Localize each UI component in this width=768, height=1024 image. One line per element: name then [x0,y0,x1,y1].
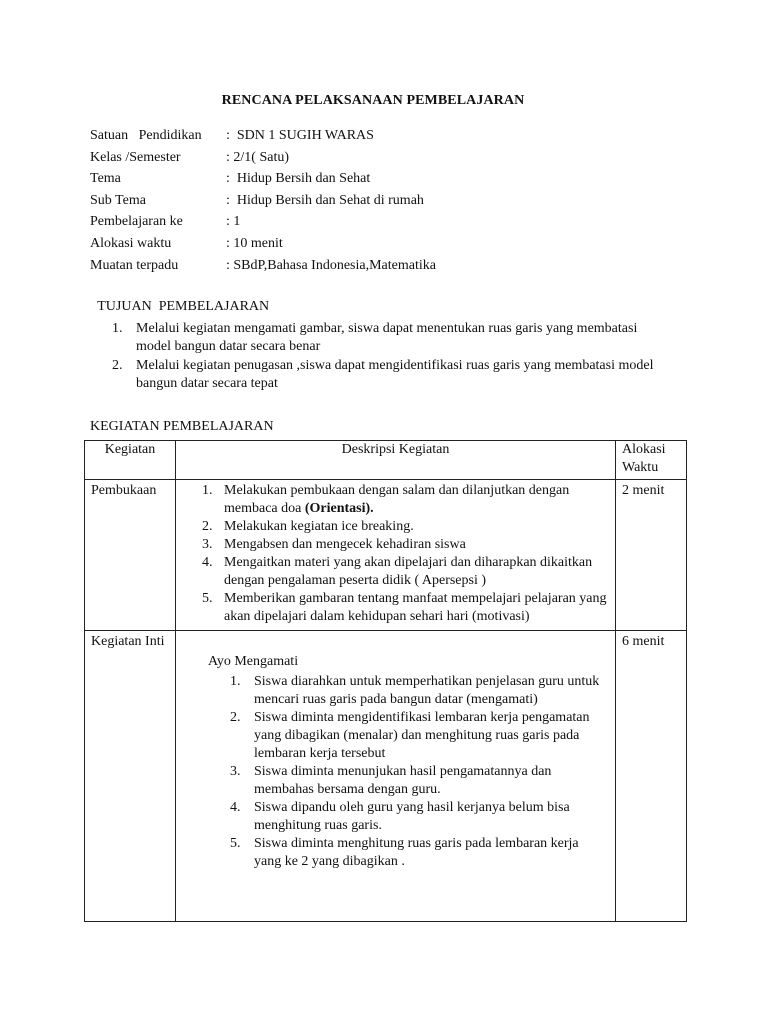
list-text: Siswa diminta menghitung ruas garis pada lembaran kerja yang ke 2 yang dibagikan . [254,836,579,869]
list-text-bold: (Orientasi). [304,501,374,516]
list-text: Melakukan kegiatan ice breaking. [224,519,414,534]
list-text: Siswa dipandu oleh guru yang hasil kerjanya belum bisa menghitung ruas garis. [254,800,570,833]
meta-label: Satuan Pendidikan [90,128,202,143]
kegiatan-heading: KEGIATAN PEMBELAJARAN [90,419,274,434]
list-item [230,673,601,709]
meta-value: : 10 menit [226,235,283,251]
row-description [176,480,616,631]
kegiatan-table [84,440,687,922]
list-number: 1. [202,483,213,498]
meta-row [90,147,690,169]
meta-value: : SDN 1 SUGIH WARAS [226,128,374,143]
row-label: Kegiatan Inti [85,631,176,922]
pembukaan-list [176,480,615,630]
row-description [176,631,616,922]
list-item [202,482,607,518]
list-text: Siswa diminta mengidentifikasi lembaran kerja pengamatan yang dibagikan (menalar) dan menghitung ruas garis pada lembaran kerja tersebut [254,710,590,761]
meta-value: : Hidup Bersih dan Sehat [226,171,371,187]
meta-label: Alokasi waktu [90,235,172,251]
document-title: RENCANA PELAKSANAAN PEMBELAJARAN [221,93,525,108]
meta-row [90,168,690,190]
list-text: Siswa diminta menunjukan hasil pengamatannya dan membahas bersama dengan guru. [254,764,552,797]
list-text: Mengabsen dan mengecek kehadiran siswa [224,537,466,552]
list-text-plain: Melakukan pembukaan dengan salam dan dilanjutkan dengan membaca doa [224,483,570,516]
table-row [85,480,687,631]
meta-row [90,211,690,233]
meta-value: : SBdP,Bahasa Indonesia,Matematika [226,257,436,273]
row-time: 6 menit [616,631,687,922]
list-number: 3. [202,537,213,552]
list-item [112,320,672,356]
list-item [230,763,601,799]
list-text: Melalui kegiatan penugasan ,siswa dapat mengidentifikasi ruas garis yang membatasi model bangun datar secara tepat [136,358,654,391]
header-deskripsi: Deskripsi Kegiatan [176,441,616,480]
list-number: 1. [112,321,123,336]
list-item [230,835,601,871]
row-time: 2 menit [616,480,687,631]
meta-row [90,125,690,147]
table-header-row [85,441,687,480]
inti-list [176,673,615,871]
list-number: 2. [202,519,213,534]
meta-label: Tema [90,171,121,187]
header-kegiatan: Kegiatan [85,441,176,480]
list-number: 1. [230,674,241,689]
meta-label: Kelas /Semester [90,149,181,165]
identity-block [90,125,690,276]
list-item [202,590,607,626]
list-item [202,554,607,590]
list-item [112,357,672,393]
list-number: 5. [230,836,241,851]
meta-value: : 2/1( Satu) [226,149,289,165]
row-label: Pembukaan [85,480,176,631]
list-text: Melalui kegiatan mengamati gambar, siswa dapat menentukan ruas garis yang membatasi model bangun datar secara benar [136,321,638,354]
meta-row [90,190,690,212]
meta-value: : 1 [226,214,241,230]
meta-row [90,233,690,255]
meta-label: Sub Tema [90,192,146,208]
list-number: 3. [230,764,241,779]
table-row [85,631,687,922]
list-number: 4. [202,555,213,570]
list-number: 5. [202,591,213,606]
meta-label: Pembelajaran ke [90,214,183,230]
tujuan-heading: TUJUAN PEMBELAJARAN [94,299,270,314]
tujuan-list [112,320,672,394]
ayo-mengamati-heading: Ayo Mengamati [208,654,299,669]
list-text: Mengaitkan materi yang akan dipelajari dan diharapkan dikaitkan dengan pengalaman peserta didik ( Apersepsi ) [224,555,593,588]
list-number: 2. [230,710,241,725]
list-item [230,799,601,835]
list-item [230,709,601,763]
list-text: Memberikan gambaran tentang manfaat mempelajari pelajaran yang akan dipelajari dalam kehidupan sehari hari (motivasi) [224,591,607,624]
header-alokasi: Alokasi Waktu [616,441,687,480]
list-item [202,518,607,536]
list-text: Siswa diarahkan untuk memperhatikan penjelasan guru untuk mencari ruas garis pada bangun datar (mengamati) [254,674,600,707]
meta-row [90,255,690,277]
list-item [202,536,607,554]
meta-value: : Hidup Bersih dan Sehat di rumah [226,192,424,208]
list-number: 4. [230,800,241,815]
meta-label: Muatan terpadu [90,257,179,273]
list-text [224,482,607,518]
list-number: 2. [112,358,123,373]
